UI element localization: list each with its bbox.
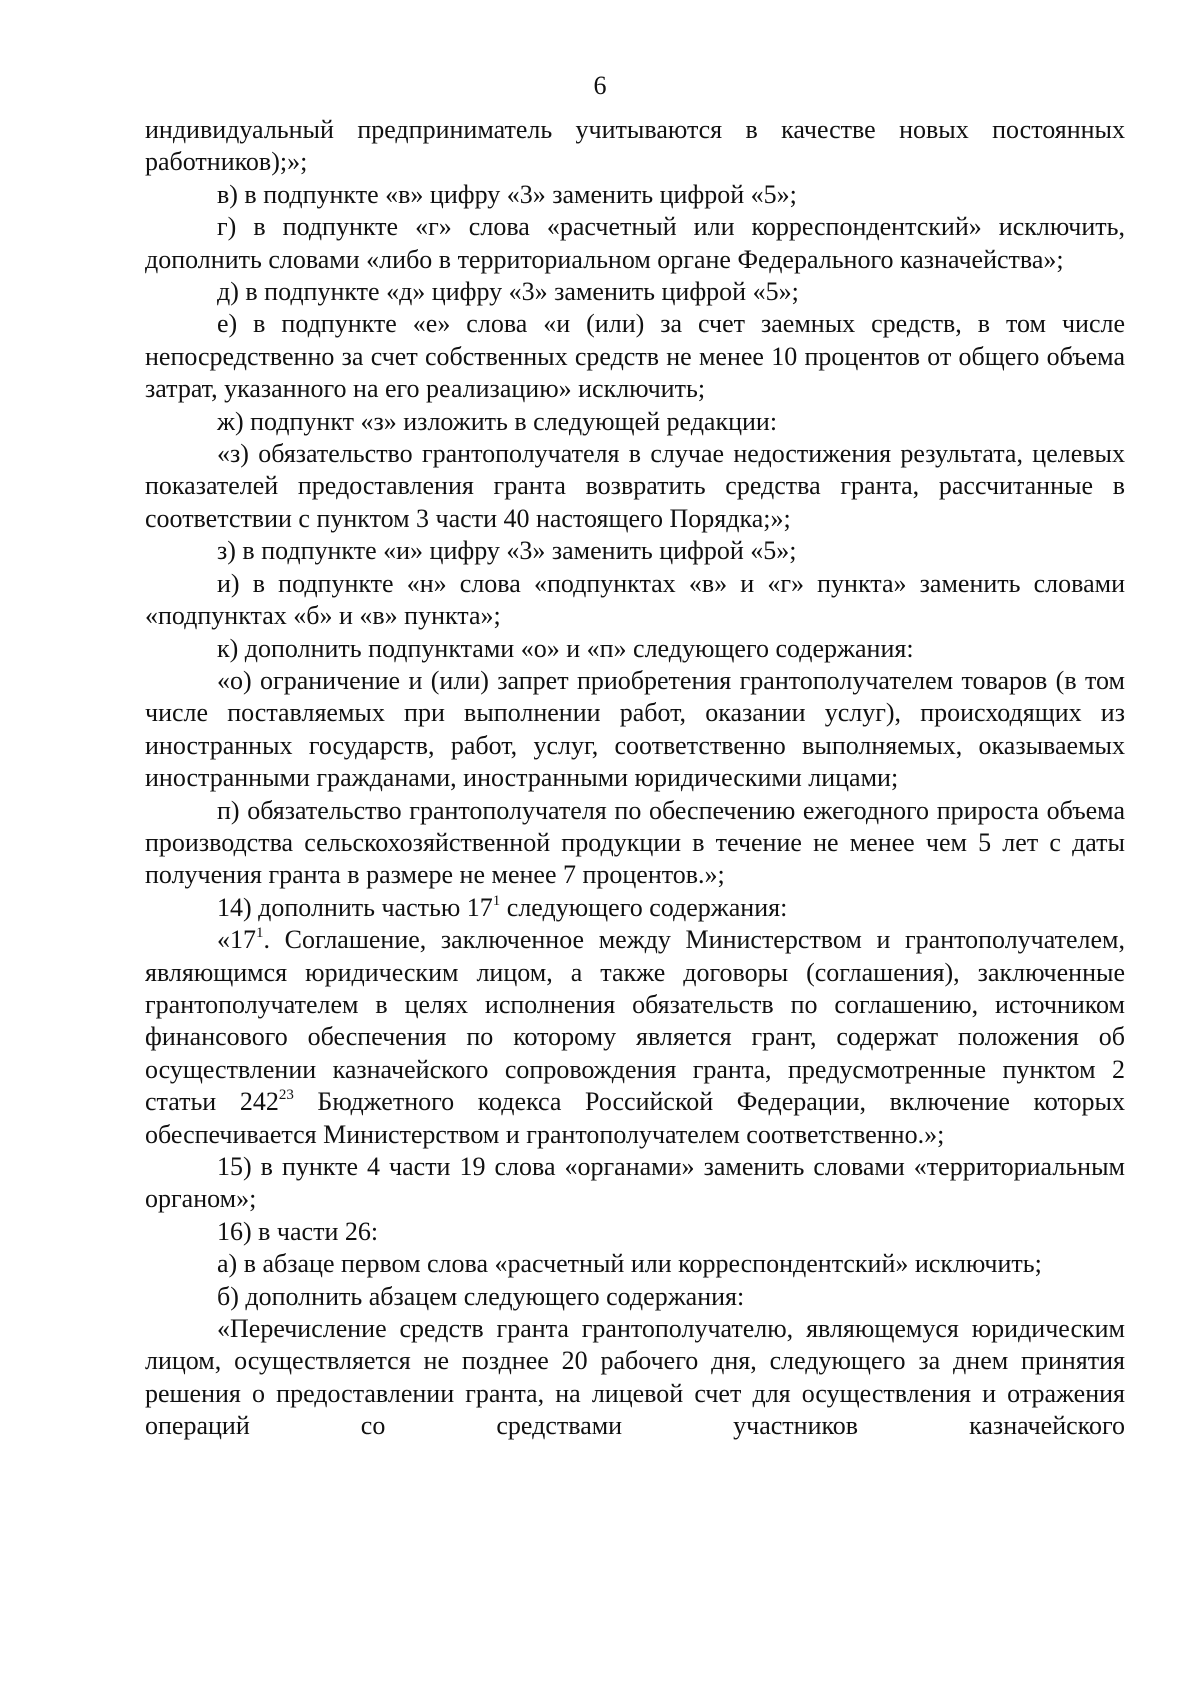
superscript: 1 <box>492 892 501 909</box>
paragraph: в) в подпункте «в» цифру «3» заменить цифрой «5»; <box>217 179 797 209</box>
text-run: «17 <box>217 925 256 955</box>
text-run: 14) дополнить частью 17 <box>217 892 493 922</box>
paragraph: 16) в части 26: <box>217 1216 379 1246</box>
paragraph <box>145 924 1125 1151</box>
paragraph: б) дополнить абзацем следующего содержания: <box>217 1281 745 1311</box>
page-number: 6 <box>593 71 607 100</box>
paragraph: индивидуальный предприниматель учитываются в качестве новых постоянных работников);»; <box>145 115 1125 177</box>
paragraph: 15) в пункте 4 части 19 слова «органами» заменить словами «территориальным органом»; <box>145 1152 1125 1214</box>
document-body <box>145 114 1125 1443</box>
paragraph: «Перечисление средств гранта грантополучателю, являющемуся юридическим лицом, осуществляется не позднее 20 рабочего дня, следующего за днем принятия решения о предоставлении гранта, на лицевой счет для осуществления и отражения операций со средствами участников казначейского <box>145 1314 1125 1441</box>
text-run: следующего содержания: <box>500 892 788 922</box>
text-run: . Соглашение, заключенное между Министерством и грантополучателем, являющимся юридическим лицом, а также договоры (соглашения), заключенные грантополучателем в целях исполнения обязательств по соглашению, источником финансового обеспечения по которому является грант, содержат положения об осуществлении казначейского сопровождения гранта, предусмотренные пунктом 2 статьи 242 <box>145 925 1125 1117</box>
paragraph: а) в абзаце первом слова «расчетный или корреспондентский» исключить; <box>217 1249 1042 1279</box>
paragraph <box>145 892 1125 924</box>
paragraph: п) обязательство грантополучателя по обеспечению ежегодного прироста объема производства сельскохозяйственной продукции в течение не менее чем 5 лет с даты получения гранта в размере не менее 7 процентов.»; <box>145 795 1125 890</box>
paragraph: з) в подпункте «и» цифру «3» заменить цифрой «5»; <box>217 536 797 566</box>
paragraph: ж) подпункт «з» изложить в следующей редакции: <box>217 406 778 436</box>
paragraph: д) в подпункте «д» цифру «3» заменить цифрой «5»; <box>217 277 799 307</box>
paragraph: «з) обязательство грантополучателя в случае недостижения результата, целевых показателей предоставления гранта возвратить средства гранта, рассчитанные в соответствии с пунктом 3 части 40 настоящего Порядка;»; <box>145 439 1125 533</box>
paragraph: и) в подпункте «н» слова «подпунктах «в» и «г» пункта» заменить словами «подпунктах «б» и «в» пункта»; <box>145 568 1125 631</box>
paragraph: г) в подпункте «г» слова «расчетный или корреспондентский» исключить, дополнить словами «либо в территориальном органе Федерального казначейства»; <box>145 212 1125 274</box>
paragraph: «о) ограничение и (или) запрет приобретения грантополучателем товаров (в том числе поставляемых при выполнении работ, оказании услуг), происходящих из иностранных государств, работ, услуг, соответственно выполняемых, оказываемых иностранными гражданами, иностранными юридическими лицами; <box>145 665 1125 793</box>
paragraph: е) в подпункте «е» слова «и (или) за счет заемных средств, в том числе непосредственно за счет собственных средств не менее 10 процентов от общего объема затрат, указанного на его реализацию» исключить; <box>145 309 1125 404</box>
superscript: 23 <box>278 1087 294 1104</box>
superscript: 1 <box>256 925 264 942</box>
text-run: Бюджетного кодекса Российской Федерации, включение которых обеспечивается Министерством и грантополучателем соответственно.»; <box>145 1087 1125 1149</box>
paragraph: к) дополнить подпунктами «о» и «п» следующего содержания: <box>217 633 914 663</box>
